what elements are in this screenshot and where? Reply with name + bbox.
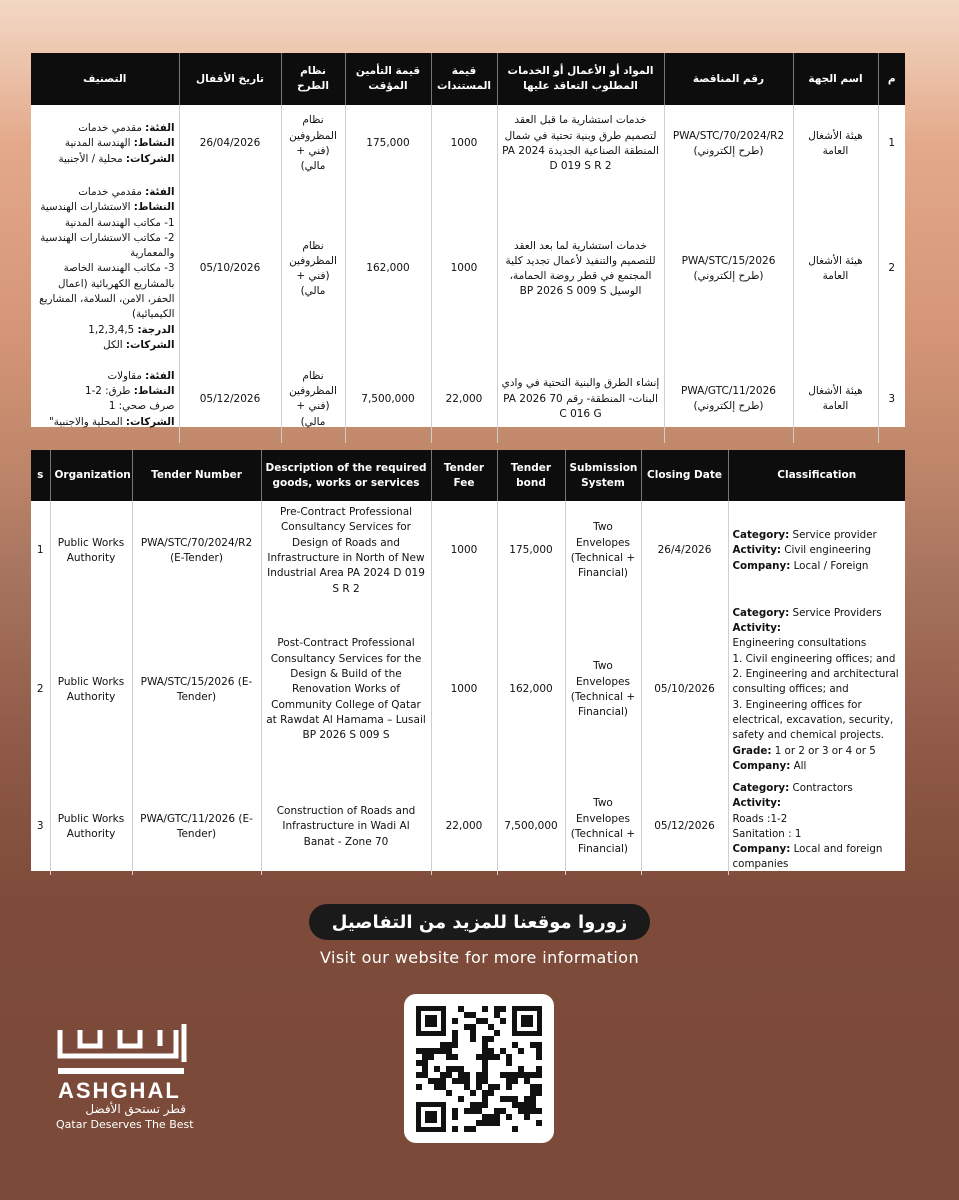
classification-value: 1 or 2 or 3 or 4 or 5: [771, 744, 876, 757]
ar-header-8: التصنيف: [31, 53, 179, 105]
en-header-1: Organization: [50, 450, 132, 501]
cell-fee: 1000: [431, 601, 497, 779]
cell-tender: PWA/STC/15/2026 (طرح إلكتروني): [664, 183, 793, 355]
cell-date: 05/10/2026: [641, 601, 728, 779]
classification-line: [35, 136, 175, 151]
ar-header-2: رقم المناقصة: [664, 53, 793, 105]
ar-header-4: قيمة المستندات: [431, 53, 497, 105]
en-header-5: Tender bond: [497, 450, 565, 501]
classification-key: الفئة:: [145, 122, 175, 135]
cell-no: 3: [36, 820, 44, 833]
classification-line: [35, 261, 175, 322]
cell-date: 26/04/2026: [179, 105, 281, 183]
classification-line: [35, 152, 175, 167]
classification-line: [733, 667, 902, 698]
cell-org: هيئة الأشغال العامة: [793, 183, 878, 355]
classification-value: 2- مكاتب الاستشارات الهندسية والمعمارية: [40, 231, 175, 260]
classification-value: Service Providers: [789, 606, 882, 619]
cell-classification: [728, 779, 905, 875]
classification-line: [733, 606, 902, 621]
classification-value: طرق: 2-1: [85, 384, 134, 397]
cell-bond: 7,500,000: [345, 355, 431, 443]
cell-no: 1: [888, 137, 896, 150]
cell-org: هيئة الأشغال العامة: [793, 105, 878, 183]
classification-line: [733, 796, 902, 811]
classification-key: الفئة:: [145, 369, 175, 382]
classification-value: 3. Engineering offices for electrical, excavation, security, safety and chemical projects.: [732, 698, 894, 742]
classification-key: Company:: [732, 759, 791, 772]
cell-fee: 1000: [431, 105, 497, 183]
classification-line: [733, 827, 902, 842]
cell-no: 1: [36, 544, 44, 557]
cell-fee: 22,000: [431, 355, 497, 443]
classification-value: Contractors: [789, 782, 853, 794]
ar-header-1: اسم الجهة: [793, 53, 878, 105]
classification-key: Grade:: [732, 744, 772, 757]
cell-desc: Post-Contract Professional Consultancy Services for the Design & Build of the Renovation Works of Community College of Qatar at Rawdat Al Hamama – Lusail BP 2026 S 009 S: [261, 601, 431, 779]
cell-system: نظام المظروفين (فني + مالي): [281, 355, 345, 443]
classification-value: الاستشارات الهندسية: [40, 201, 134, 214]
cell-bond: 175,000: [497, 501, 565, 601]
cell-tender: PWA/GTC/11/2026 (طرح إلكتروني): [664, 355, 793, 443]
classification-value: المحلية والاجنبية": [49, 415, 126, 428]
classification-value: Engineering consultations: [732, 637, 867, 650]
classification-value: صرف صحي: 1: [108, 400, 175, 413]
table-row: [31, 355, 905, 443]
classification-line: [733, 759, 902, 774]
classification-value: محلية / الأجنبية: [58, 152, 126, 165]
cell-org: هيئة الأشغال العامة: [793, 355, 878, 443]
cell-system: Two Envelopes (Technical + Financial): [565, 601, 641, 779]
classification-line: [733, 621, 902, 636]
cell-fee: 1000: [431, 183, 497, 355]
cell-date: 05/12/2026: [641, 779, 728, 875]
ar-header-6: نظام الطرح: [281, 53, 345, 105]
table-row: [31, 183, 905, 355]
qr-code[interactable]: [404, 994, 554, 1143]
en-header-8: Classification: [728, 450, 905, 501]
classification-key: الشركات:: [125, 338, 175, 351]
cell-desc: إنشاء الطرق والبنية التحتية في وادي البنات- المنطقة- رقم 70 PA 2026 C 016 G: [497, 355, 664, 443]
cell-bond: 7,500,000: [497, 779, 565, 875]
cell-desc: خدمات استشارية لما بعد العقد للتصميم والتنفيذ لأعمال تجديد كلية المجتمع في قطر روضة الحمامة، الوسيل BP 2026 S 009 S: [497, 183, 664, 355]
classification-value: Local / Foreign: [790, 559, 869, 572]
table-row: [31, 501, 905, 601]
classification-line: [733, 652, 902, 667]
classification-key: النشاط:: [133, 384, 175, 397]
cell-desc: خدمات استشارية ما قبل العقد لتصميم طرق وبنية تحتية في شمال المنطقة الصناعية الجديدة PA 2024 D 019 S R 2: [497, 105, 664, 183]
arabic-table: [31, 53, 905, 443]
classification-value: 2. Engineering and architectural consulting offices; and: [732, 668, 899, 696]
ar-header-5: قيمة التأمين المؤقت: [345, 53, 431, 105]
classification-line: [733, 744, 902, 759]
cell-org: Public Works Authority: [50, 601, 132, 779]
cell-system: Two Envelopes (Technical + Financial): [565, 779, 641, 875]
classification-value: 1,2,3,4,5: [88, 323, 138, 336]
cell-date: 26/4/2026: [641, 501, 728, 601]
cell-org: Public Works Authority: [50, 779, 132, 875]
logo-wordmark: ASHGHAL: [58, 1078, 181, 1103]
cell-bond: 162,000: [497, 601, 565, 779]
classification-key: Activity:: [732, 544, 782, 557]
classification-value: Local and foreign companies: [732, 843, 883, 871]
en-header-6: Submission System: [565, 450, 641, 501]
cell-tender: PWA/GTC/11/2026 (E-Tender): [132, 779, 261, 875]
en-header-7: Closing Date: [641, 450, 728, 501]
cell-bond: 175,000: [345, 105, 431, 183]
cell-date: 05/10/2026: [179, 183, 281, 355]
classification-value: Service provider: [789, 529, 877, 542]
classification-line: [35, 415, 175, 430]
visit-website-banner-ar: زوروا موقعنا للمزيد من التفاصيل: [309, 904, 650, 940]
classification-line: [35, 369, 175, 384]
classification-line: [35, 323, 175, 338]
english-table: [31, 450, 905, 875]
cell-bond: 162,000: [345, 183, 431, 355]
classification-line: [733, 781, 902, 796]
en-header-2: Tender Number: [132, 450, 261, 501]
cell-org: Public Works Authority: [50, 501, 132, 601]
cell-classification: [728, 501, 905, 601]
classification-key: الفئة:: [145, 186, 175, 198]
classification-key: Category:: [732, 606, 790, 619]
classification-key: الدرجة:: [137, 323, 175, 336]
table-row: [31, 601, 905, 779]
classification-key: Category:: [732, 529, 790, 542]
classification-line: [35, 231, 175, 262]
classification-key: النشاط:: [133, 201, 175, 214]
classification-line: [35, 338, 175, 353]
classification-key: Category:: [732, 782, 790, 794]
classification-line: [35, 384, 175, 399]
classification-value: الهندسة المدنية: [64, 137, 134, 150]
english-tender-table: [31, 450, 905, 871]
cell-classification: [31, 355, 179, 443]
classification-value: 1- مكاتب الهندسة المدنية: [64, 216, 175, 229]
classification-value: مقدمي خدمات: [78, 122, 146, 135]
classification-key: النشاط:: [133, 137, 175, 150]
cell-tender: PWA/STC/70/2024/R2 (طرح إلكتروني): [664, 105, 793, 183]
cell-fee: 22,000: [431, 779, 497, 875]
classification-line: [35, 121, 175, 136]
cell-classification: [31, 105, 179, 183]
en-header-4: Tender Fee: [431, 450, 497, 501]
classification-line: [35, 185, 175, 200]
table-row: [31, 779, 905, 875]
classification-line: [35, 399, 175, 414]
cell-desc: Construction of Roads and Infrastructure in Wadi Al Banat - Zone 70: [261, 779, 431, 875]
cell-no: 2: [888, 262, 896, 275]
cell-no: 3: [888, 392, 896, 405]
classification-line: [35, 216, 175, 231]
classification-value: All: [790, 759, 807, 772]
cell-system: Two Envelopes (Technical + Financial): [565, 501, 641, 601]
classification-value: Sanitation : 1: [732, 827, 802, 840]
classification-key: Activity:: [732, 622, 782, 635]
classification-value: Civil engineering: [781, 544, 872, 557]
en-header-3: Description of the required goods, works or services: [261, 450, 431, 501]
ar-header-0: م: [878, 53, 905, 105]
cell-system: نظام المظروفين (فني + مالي): [281, 105, 345, 183]
ar-header-3: المواد أو الأعمال أو الخدمات المطلوب التعاقد عليها: [497, 53, 664, 105]
classification-value: مقاولات: [107, 369, 146, 382]
classification-line: [733, 559, 902, 574]
cell-desc: Pre-Contract Professional Consultancy Services for Design of Roads and Infrastructure in North of New Industrial Area PA 2024 D 019 S R 2: [261, 501, 431, 601]
classification-value: 1. Civil engineering offices; and: [732, 652, 896, 665]
classification-value: مقدمي خدمات: [78, 186, 146, 198]
visit-website-text-en: Visit our website for more information: [319, 948, 639, 967]
ar-header-7: تاريخ الأقفال: [179, 53, 281, 105]
cell-date: 05/12/2026: [179, 355, 281, 443]
classification-line: [733, 636, 902, 651]
qr-code-icon: [416, 1006, 542, 1132]
classification-key: الشركات:: [125, 152, 175, 165]
classification-line: [733, 842, 902, 873]
classification-line: [733, 698, 902, 744]
classification-key: Activity:: [732, 797, 782, 810]
cell-tender: PWA/STC/70/2024/R2 (E-Tender): [132, 501, 261, 601]
cell-no: 2: [36, 683, 44, 696]
classification-line: [733, 812, 902, 827]
classification-key: Company:: [732, 559, 791, 572]
cell-system: نظام المظروفين (فني + مالي): [281, 183, 345, 355]
classification-line: [733, 543, 902, 558]
cell-classification: [728, 601, 905, 779]
classification-value: 3- مكاتب الهندسة الخاصة بالمشاريع الكهربائية (اعمال الحفر، الامن، السلامة، المشاريع الكيميائية): [39, 262, 175, 321]
en-header-0: s: [31, 450, 50, 501]
arabic-tender-table: [31, 53, 905, 427]
classification-value: Roads :1-2: [732, 812, 788, 825]
tagline-en: Qatar Deserves The Best: [56, 1118, 194, 1131]
classification-value: الكل: [103, 338, 126, 351]
classification-key: Company:: [732, 843, 791, 856]
cell-tender: PWA/STC/15/2026 (E-Tender): [132, 601, 261, 779]
tagline-ar: قطر تستحق الأفضل: [85, 1102, 186, 1116]
cell-fee: 1000: [431, 501, 497, 601]
cell-classification: [31, 183, 179, 355]
classification-line: [35, 200, 175, 215]
classification-key: الشركات:: [125, 415, 175, 428]
table-row: [31, 105, 905, 183]
classification-line: [733, 528, 902, 543]
